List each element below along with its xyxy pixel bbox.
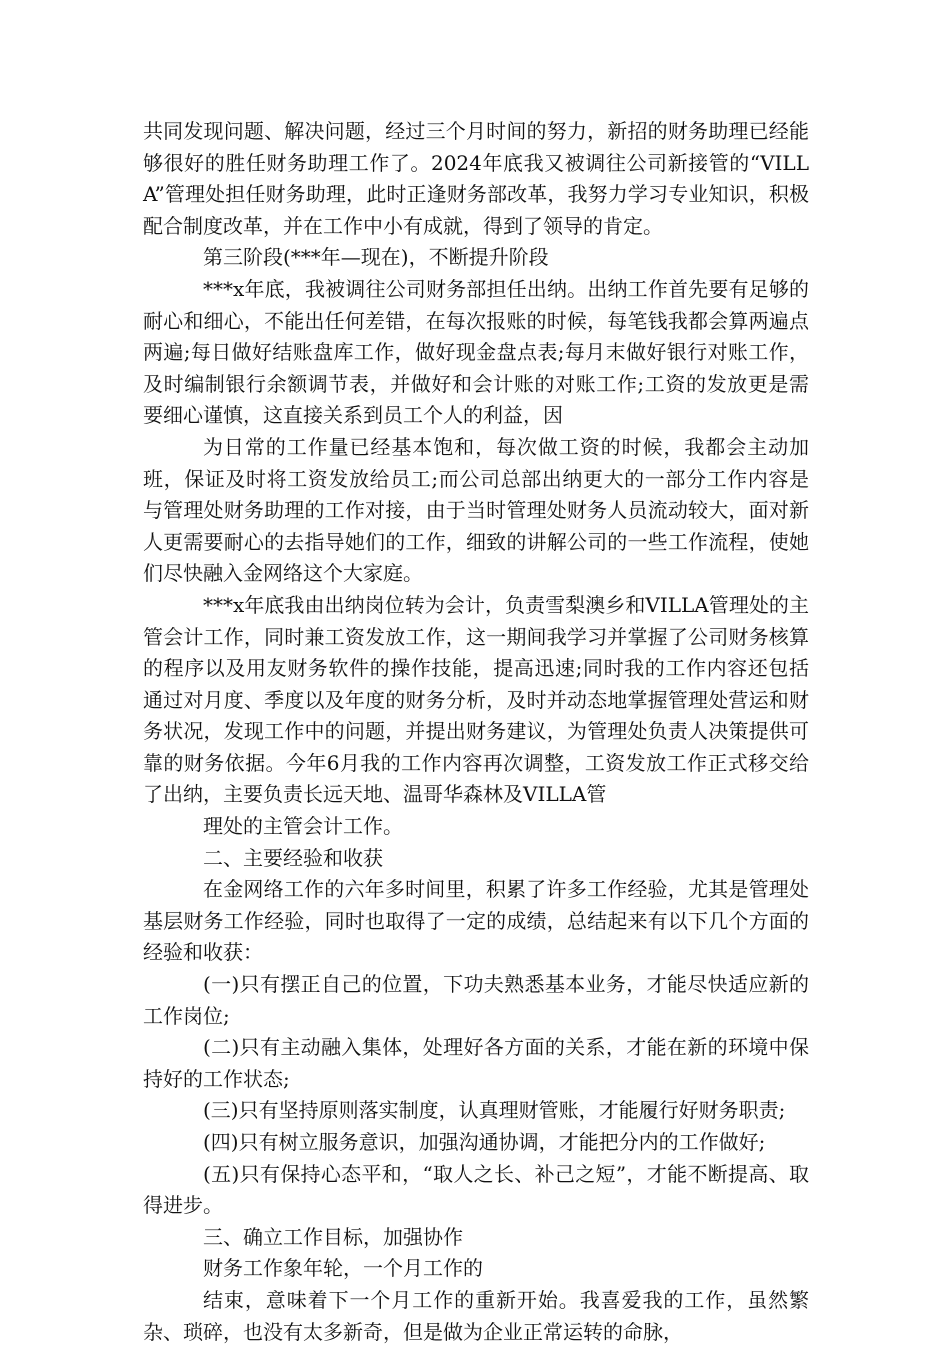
paragraph-experience-intro: 在金网络工作的六年多时间里，积累了许多工作经验，尤其是管理处基层财务工作经验，同时也取得了一定的成绩，总结起来有以下几个方面的经验和收获：	[143, 877, 809, 965]
paragraph-accountant-continued: 理处的主管会计工作。	[203, 814, 403, 839]
paragraph-accountant: ***x年底我由出纳岗位转为会计，负责雪梨澳乡和VILLA管理处的主管会计工作，同时兼工资发放工作，这一期间我学习并掌握了公司财务核算的程序以及用友财务软件的操作技能，提高迅速;同时我的工作内容还包括通过对月度、季度以及年度的财务分析，及时并动态地掌握管理处营运和财务状况，发现工作中的问题，并提出财务建议，为管理处负责人决策提供可靠的财务依据。今年6月我的工作内容再次调整，工资发放工作正式移交给了出纳，主要负责长远天地、温哥华森林及VILLA管	[143, 592, 809, 807]
list-item-5: (五)只有保持心态平和，“取人之长、补己之短”，才能不断提高、取得进步。	[143, 1161, 809, 1218]
paragraph-annual-ring: 财务工作象年轮，一个月工作的	[203, 1256, 483, 1281]
paragraph-closing: 结束，意味着下一个月工作的重新开始。我喜爱我的工作，虽然繁杂、琐碎，也没有太多新奇，但是做为企业正常运转的命脉，	[143, 1287, 809, 1344]
document-body	[143, 116, 809, 1348]
section-heading-experience: 二、主要经验和收获	[203, 845, 383, 870]
list-item-1: (一)只有摆正自己的位置，下功夫熟悉基本业务，才能尽快适应新的工作岗位;	[143, 972, 809, 1028]
paragraph-1: 共同发现问题、解决问题，经过三个月时间的努力，新招的财务助理已经能够很好的胜任财务助理工作了。2024年底我又被调往公司新接管的“VILLA”管理处担任财务助理，此时正逢财务部改革，我努力学习专业知识，积极配合制度改革，并在工作中小有成就，得到了领导的肯定。	[143, 119, 809, 238]
paragraph-stage-three-heading: 第三阶段(***年—现在)，不断提升阶段	[203, 245, 549, 270]
list-item-4: (四)只有树立服务意识，加强沟通协调，才能把分内的工作做好;	[203, 1130, 766, 1154]
list-item-2: (二)只有主动融入集体，处理好各方面的关系，才能在新的环境中保持好的工作状态;	[143, 1035, 809, 1091]
paragraph-payroll: 为日常的工作量已经基本饱和，每次做工资的时候，我都会主动加班，保证及时将工资发放给员工;而公司总部出纳更大的一部分工作内容是与管理处财务助理的工作对接，由于当时管理处财务人员流动较大，面对新人更需要耐心的去指导她们的工作，细致的讲解公司的一些工作流程，使她们尽快融入金网络这个大家庭。	[143, 434, 809, 586]
section-heading-goals: 三、确立工作目标，加强协作	[203, 1224, 463, 1249]
paragraph-cashier: ***x年底，我被调往公司财务部担任出纳。出纳工作首先要有足够的耐心和细心，不能出任何差错，在每次报账的时候，每笔钱我都会算两遍点两遍;每日做好结账盘库工作，做好现金盘点表;每月末做好银行对账工作，及时编制银行余额调节表，并做好和会计账的对账工作;工资的发放更是需要细心谨慎，这直接关系到员工个人的利益，因	[143, 276, 809, 428]
list-item-3: (三)只有坚持原则落实制度，认真理财管账，才能履行好财务职责;	[203, 1098, 786, 1123]
